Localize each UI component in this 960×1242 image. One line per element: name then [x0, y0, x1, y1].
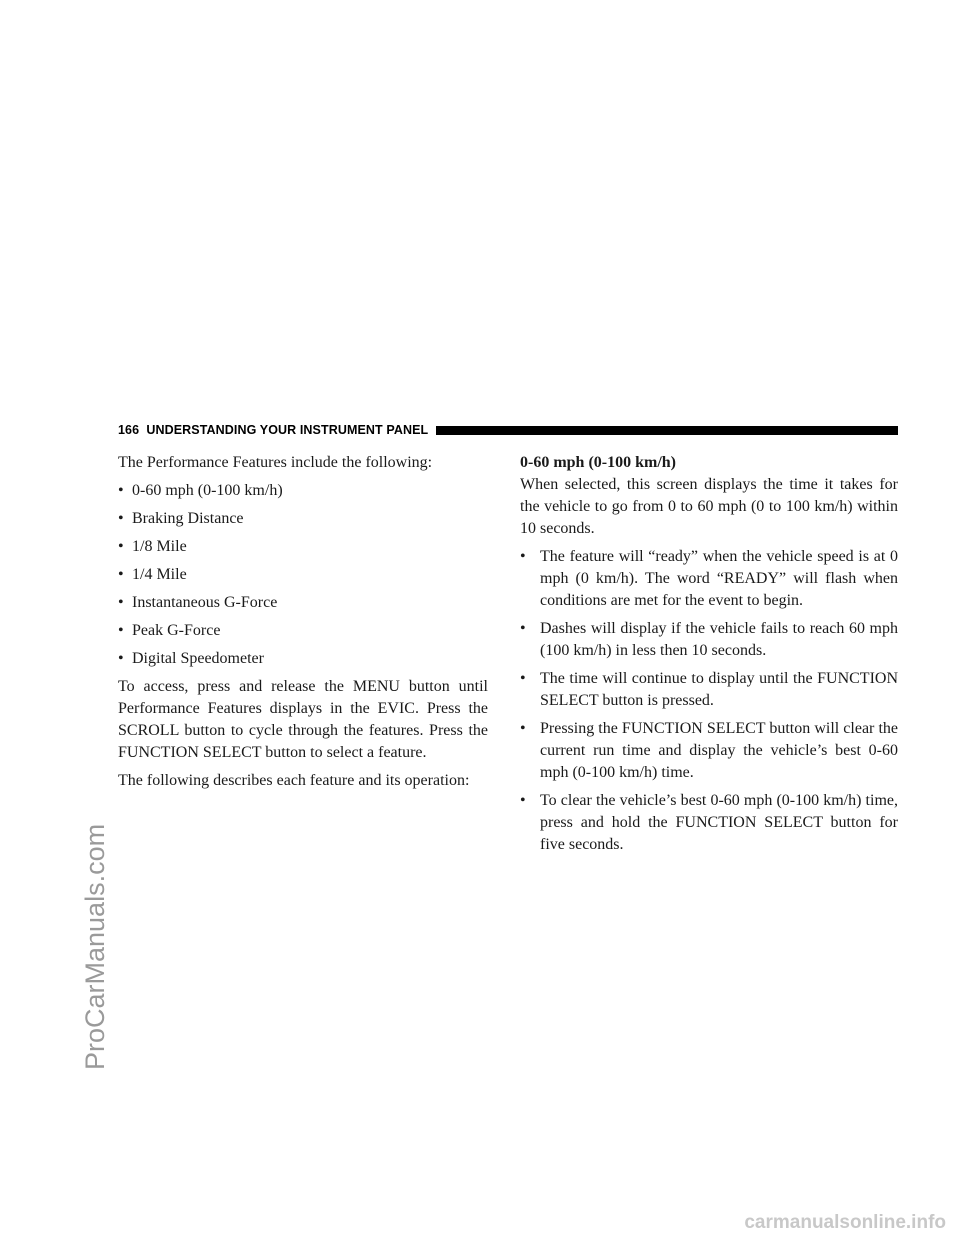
- side-watermark: ProCarManuals.com: [80, 823, 110, 1070]
- page-header-text: [118, 423, 428, 437]
- features-intro: The Performance Features include the following:: [118, 454, 433, 471]
- page-header: [118, 422, 898, 438]
- right-column: [520, 452, 898, 862]
- operation-list: [520, 546, 898, 856]
- left-column: [118, 452, 488, 798]
- describes-paragraph: The following describes each feature and its operation:: [118, 772, 470, 789]
- section-subheading: 0-60 mph (0-100 km/h): [520, 454, 677, 471]
- operation-item: • The feature will “ready” when the vehicle speed is at 0 mph (0 km/h). The word “READY” will flash when conditions are met for the event to begin.: [520, 546, 898, 612]
- feature-item: • 1/4 Mile: [118, 564, 488, 586]
- feature-item: • Instantaneous G-Force: [118, 592, 488, 614]
- access-paragraph: To access, press and release the MENU button until Performance Features displays in the EVIC. Press the SCROLL button to cycle through the features. Press the FUNCTION SELECT button to select a feature.: [118, 678, 488, 761]
- feature-item: • Peak G-Force: [118, 620, 488, 642]
- operation-item: • The time will continue to display until the FUNCTION SELECT button is pressed.: [520, 668, 898, 712]
- operation-item: • To clear the vehicle’s best 0-60 mph (0-100 km/h) time, press and hold the FUNCTION SELECT button for five seconds.: [520, 790, 898, 856]
- feature-item: • Braking Distance: [118, 508, 488, 530]
- header-rule: [436, 426, 898, 435]
- section-intro: When selected, this screen displays the time it takes for the vehicle to go from 0 to 60 mph (0 to 100 km/h) within 10 seconds.: [520, 476, 898, 537]
- section-title: UNDERSTANDING YOUR INSTRUMENT PANEL: [146, 423, 429, 437]
- feature-item: • 1/8 Mile: [118, 536, 488, 558]
- footer-watermark: carmanualsonline.info: [744, 1212, 946, 1233]
- feature-item: • 0-60 mph (0-100 km/h): [118, 480, 488, 502]
- features-list: [118, 480, 488, 670]
- feature-item: • Digital Speedometer: [118, 648, 488, 670]
- operation-item: • Dashes will display if the vehicle fails to reach 60 mph (100 km/h) in less then 10 seconds.: [520, 618, 898, 662]
- operation-item: • Pressing the FUNCTION SELECT button will clear the current run time and display the vehicle’s best 0-60 mph (0-100 km/h) time.: [520, 718, 898, 784]
- page-number: 166: [118, 423, 140, 437]
